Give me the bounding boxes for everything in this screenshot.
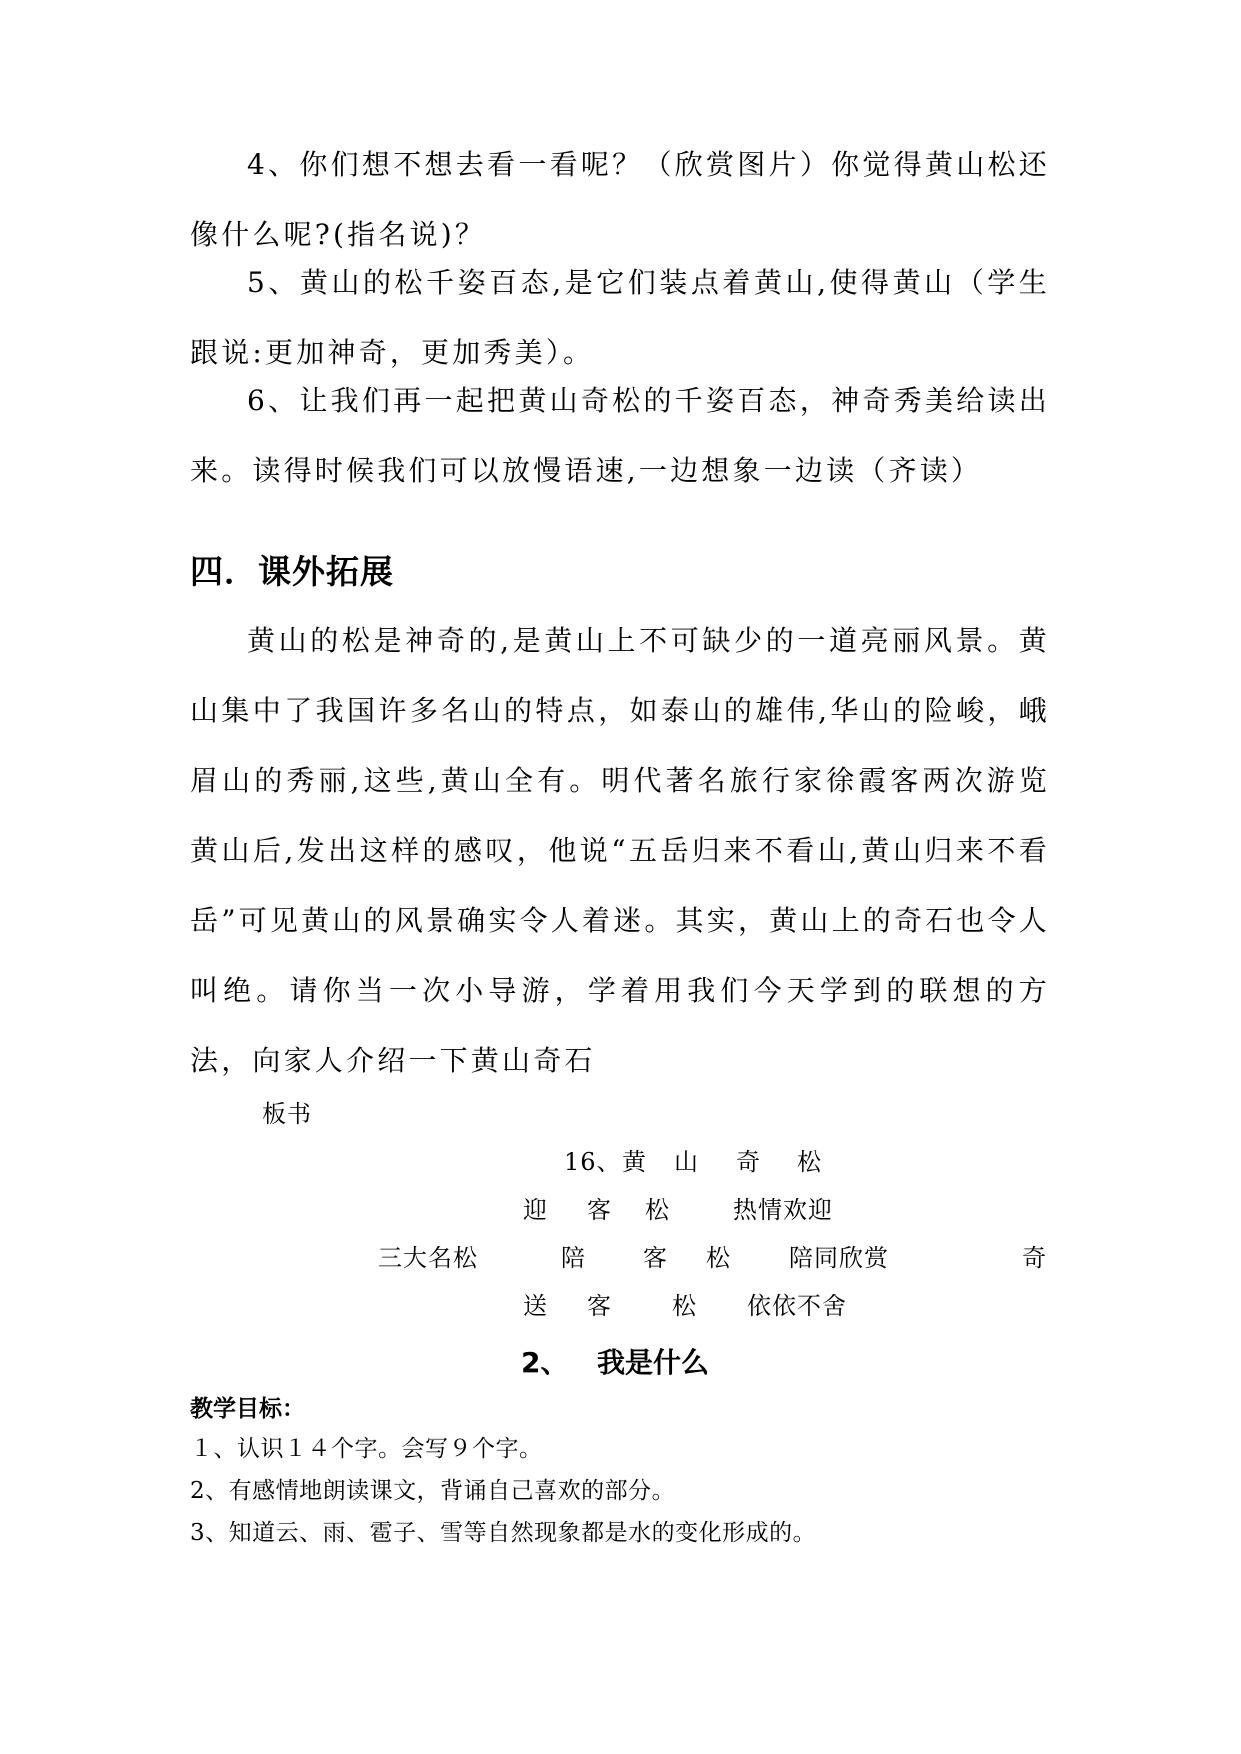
blackboard-row2-right: 奇 [1022,1244,1047,1272]
blackboard-row1-char: 松 [645,1196,670,1224]
blackboard-title-char: 黄 [622,1148,647,1176]
blackboard-row2-char: 客 [643,1244,668,1272]
blackboard-row1-phrase: 热情欢迎 [733,1196,833,1224]
blackboard-row2-char: 陪 [561,1244,586,1272]
blackboard-row3-char: 客 [587,1292,612,1320]
blackboard-title-char: 松 [797,1148,822,1176]
objective-item: １、认识１４个字。会写９个字。 [190,1436,543,1462]
blackboard-title-char: 山 [674,1148,699,1176]
blackboard-title-number: 16、 [564,1148,622,1176]
blackboard-row2-char: 松 [706,1244,731,1272]
objective-item: 2、有感情地朗读课文，背诵自己喜欢的部分。 [190,1478,676,1504]
section-heading-extension: 四．课外拓展 [190,552,394,591]
blackboard-row3-char: 送 [523,1292,548,1320]
blackboard-title-char: 奇 [736,1148,761,1176]
blackboard-label: 板书 [262,1100,312,1128]
objectives-title: 教学目标： [190,1396,305,1422]
paragraph-4: 4、你们想不想去看一看呢？（欣赏图片）你觉得黄山松还像什么呢?(指名说)？ [190,148,1050,251]
blackboard-row2-phrase: 陪同欣赏 [789,1244,889,1272]
objective-item: 3、知道云、雨、雹子、雪等自然现象都是水的变化形成的。 [190,1520,817,1546]
blackboard-row3-phrase: 依依不舍 [747,1292,847,1320]
blackboard-row1-char: 迎 [523,1196,548,1224]
paragraph-6: 6、让我们再一起把黄山奇松的千姿百态，神奇秀美给读出来。读得时候我们可以放慢语速,一边想象一边读（齐读） [190,384,1050,487]
lesson-title: 我是什么 [597,1346,710,1379]
extension-paragraph: 黄山的松是神奇的,是黄山上不可缺少的一道亮丽风景。黄山集中了我国许多名山的特点，如泰山的雄伟,华山的险峻，峨眉山的秀丽,这些,黄山全有。明代著名旅行家徐霞客两次游览黄山后,发出这样的感叹，他说“五岳归来不看山,黄山归来不看岳”可见黄山的风景确实令人着迷。其实，黄山上的奇石也令人叫绝。请你当一次小导游，学着用我们今天学到的联想的方法，向家人介绍一下黄山奇石 [190,624,1050,1077]
paragraph-5: 5、黄山的松千姿百态,是它们装点着黄山,使得黄山（学生跟说:更加神奇，更加秀美）。 [190,266,1050,369]
blackboard-row3-char: 松 [672,1292,697,1320]
lesson-number: 2、 [521,1346,569,1379]
blackboard-row1-char: 客 [587,1196,612,1224]
blackboard-row2-left: 三大名松 [378,1244,478,1272]
